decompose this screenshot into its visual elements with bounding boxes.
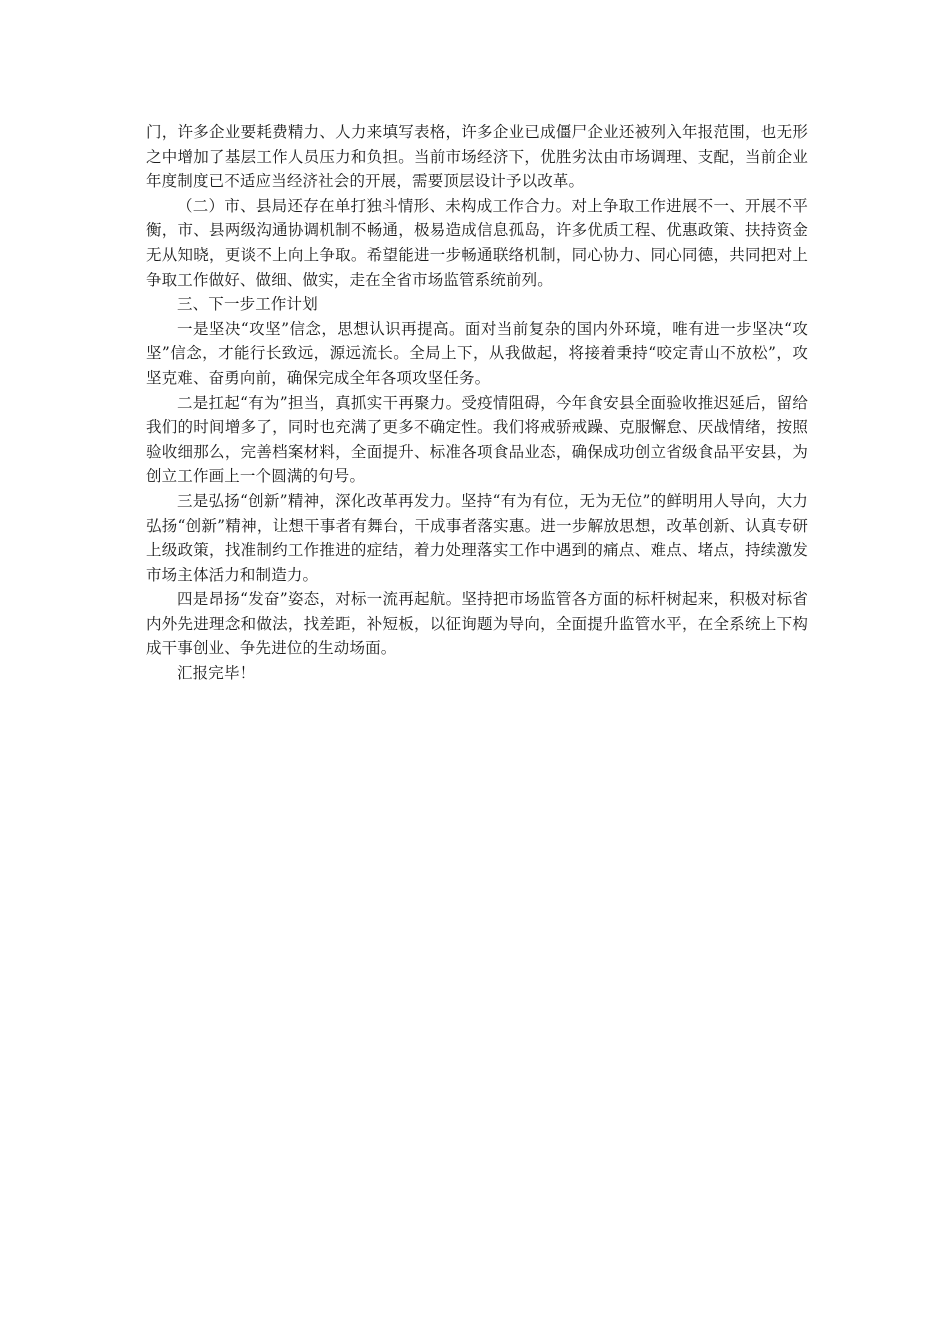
paragraph-plan-one: 一是坚决“攻坚”信念，思想认识再提高。面对当前复杂的国内外环境，唯有进一步坚决“攻坚”信念，才能行长致远，源远流长。全局上下，从我做起，将接着秉持“咬定青山不放松”，攻坚克难、奋勇向前，确保完成全年各项攻坚任务。 [146,319,808,387]
paragraph-plan-two: 二是扛起“有为”担当，真抓实干再聚力。受疫情阻碍，今年食安县全面验收推迟延后，留给我们的时间增多了，同时也充满了更多不确定性。我们将戒骄戒躁、克服懈怠、厌战情绪，按照验收细那么，完善档案材料，全面提升、标准各项食品业态，确保成功创立省级食品平安县，为创立工作画上一个圆满的句号。 [146,393,808,486]
paragraph-issue-two: （二）市、县局还存在单打独斗情形、未构成工作合力。对上争取工作进展不一、开展不平衡，市、县两级沟通协调机制不畅通，极易造成信息孤岛，许多优质工程、优惠政策、扶持资金无从知晓，更谈不上向上争取。希望能进一步畅通联络机制，同心协力、同心同德，共同把对上争取工作做好、做细、做实，走在全省市场监管系统前列。 [146,196,808,289]
paragraph-plan-three: 三是弘扬“创新”精神，深化改革再发力。坚持“有为有位，无为无位”的鲜明用人导向，大力弘扬“创新”精神，让想干事者有舞台，干成事者落实惠。进一步解放思想，改革创新、认真专研上级政策，找准制约工作推进的症结，着力处理落实工作中遇到的痛点、难点、堵点，持续激发市场主体活力和制造力。 [146,491,808,584]
paragraph-continuation: 门，许多企业要耗费精力、人力来填写表格，许多企业已成僵尸企业还被列入年报范围，也无形之中增加了基层工作人员压力和负担。当前市场经济下，优胜劣汰由市场调理、支配，当前企业年度制度已不适应当经济社会的开展，需要顶层设计予以改革。 [146,123,808,191]
document-page [146,120,808,686]
closing-line: 汇报完毕！ [177,664,256,683]
section-heading-next-plan: 三、下一步工作计划 [177,295,318,314]
paragraph-plan-four: 四是昂扬“发奋”姿态，对标一流再起航。坚持把市场监管各方面的标杆树起来，积极对标省内外先进理念和做法，找差距，补短板，以征询题为导向，全面提升监管水平，在全系统上下构成干事创业、争先进位的生动场面。 [146,590,808,658]
